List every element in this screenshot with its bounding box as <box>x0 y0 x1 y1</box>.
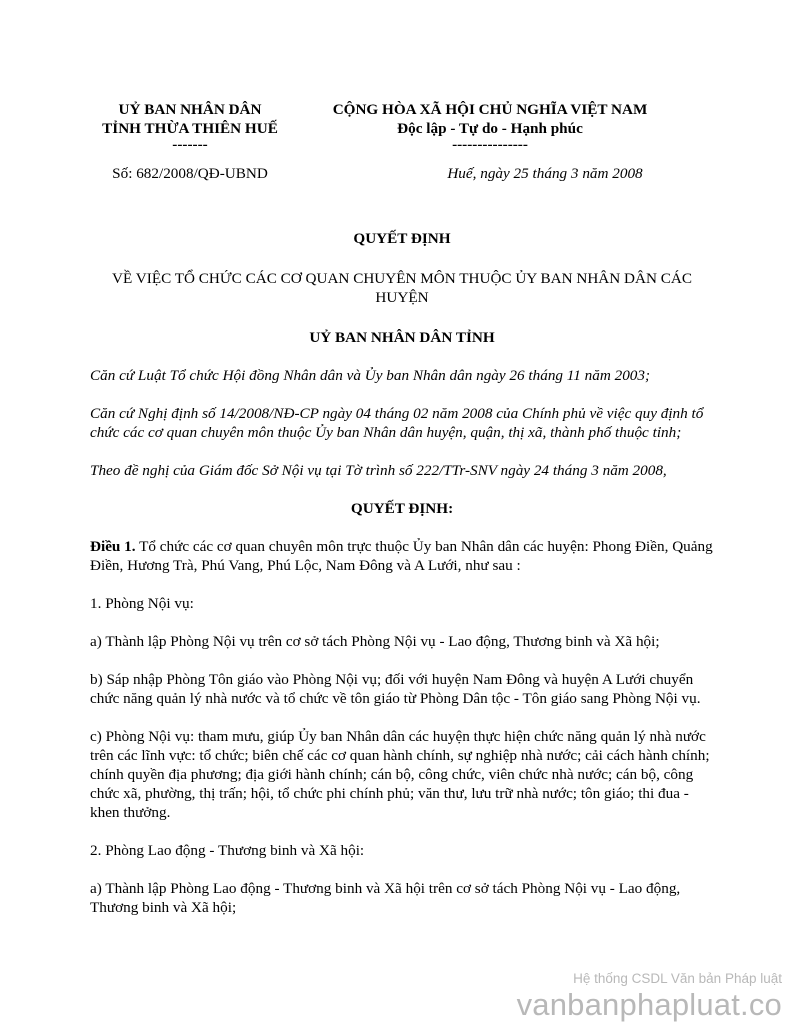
issuing-authority-line1: UỶ BAN NHÂN DÂN <box>118 101 262 118</box>
issuing-authority-line2: TỈNH THỪA THIÊN HUẾ <box>102 120 278 137</box>
watermark-site: vanbanphapluat.co <box>516 987 782 1022</box>
issuing-authority-block <box>90 100 290 152</box>
article-item: c) Phòng Nội vụ: tham mưu, giúp Ủy ban Nhân dân các huyện thực hiện chức năng quản lý nhà nước trên các lĩnh vực: tổ chức; biên chế các cơ quan hành chính, sự nghiệp nhà nước; cải cách hành chính; chính quyền địa phương; địa giới hành chính; cán bộ, công chức, viên chức nhà nước; cán bộ, công chức xã, phường, thị trấn; hội, tổ chức phi chính phủ; văn thư, lưu trữ nhà nước; tôn giáo; thi đua - khen thưởng. <box>90 728 710 821</box>
article-item: a) Thành lập Phòng Nội vụ trên cơ sở tách Phòng Nội vụ - Lao động, Thương binh và Xã hội; <box>90 633 660 650</box>
national-title: CỘNG HÒA XÃ HỘI CHỦ NGHĨA VIỆT NAM <box>332 101 648 118</box>
national-motto-separator: --------------- <box>452 136 528 153</box>
article-item: b) Sáp nhập Phòng Tôn giáo vào Phòng Nội vụ; đối với huyện Nam Đông và huyện A Lưới chuyển chức năng quản lý nhà nước và tổ chức về tôn giáo từ Phòng Dân tộc - Tôn giáo sang Phòng Nội vụ. <box>90 671 701 707</box>
document-page <box>90 100 714 917</box>
decision-heading: QUYẾT ĐỊNH: <box>350 500 454 517</box>
watermark-footer <box>517 971 782 1023</box>
legal-basis-3: Theo đề nghị của Giám đốc Sở Nội vụ tại Tờ trình số 222/TTr-SNV ngày 24 tháng 3 năm 2008, <box>90 462 667 479</box>
legal-basis-2: Căn cứ Nghị định số 14/2008/NĐ-CP ngày 04 tháng 02 năm 2008 của Chính phủ về việc quy định tổ chức các cơ quan chuyên môn thuộc Ủy ban Nhân dân huyện, quận, thị xã, thành phố thuộc tỉnh; <box>90 405 704 441</box>
article-1-text: Tổ chức các cơ quan chuyên môn trực thuộc Ủy ban Nhân dân các huyện: Phong Điền, Quảng Điền, Hương Trà, Phú Vang, Phú Lộc, Nam Đông và A Lưới, như sau : <box>90 538 713 574</box>
article-1-label: Điều 1. <box>90 538 136 555</box>
document-title: QUYẾT ĐỊNH <box>353 230 451 247</box>
issuing-authority-separator: ------- <box>172 136 208 153</box>
document-header <box>90 100 714 188</box>
document-date: Huế, ngày 25 tháng 3 năm 2008 <box>447 165 643 182</box>
document-number: Số: 682/2008/QĐ-UBND <box>112 165 268 182</box>
national-motto: Độc lập - Tự do - Hạnh phúc <box>397 120 583 137</box>
article-item: a) Thành lập Phòng Lao động - Thương binh và Xã hội trên cơ sở tách Phòng Nội vụ - Lao động, Thương binh và Xã hội; <box>90 880 681 916</box>
article-item: 2. Phòng Lao động - Thương binh và Xã hội: <box>90 842 365 859</box>
legal-basis-1: Căn cứ Luật Tổ chức Hội đồng Nhân dân và Ủy ban Nhân dân ngày 26 tháng 11 năm 2003; <box>90 367 651 384</box>
article-1 <box>90 537 714 575</box>
article-item: 1. Phòng Nội vụ: <box>90 595 194 612</box>
watermark-line1: Hệ thống CSDL Văn bản Pháp luật <box>573 971 782 986</box>
authority-heading: UỶ BAN NHÂN DÂN TỈNH <box>309 329 495 346</box>
national-motto-block <box>300 100 680 152</box>
document-subtitle: VỀ VIỆC TỔ CHỨC CÁC CƠ QUAN CHUYÊN MÔN THUỘC ỦY BAN NHÂN DÂN CÁC HUYỆN <box>112 270 692 306</box>
